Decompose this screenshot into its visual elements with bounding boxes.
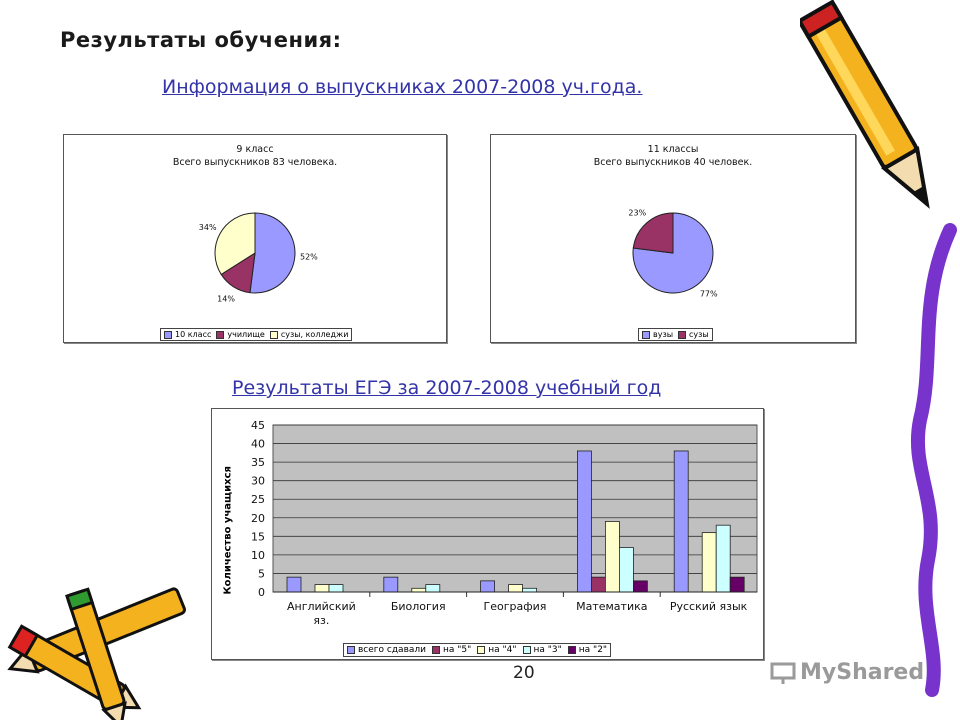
ege-bar-chart [211, 408, 764, 660]
bar [591, 577, 605, 592]
y-tick-label: 10 [251, 548, 265, 562]
legend-label: на "3" [533, 644, 562, 655]
x-category-label: Английский [286, 600, 356, 613]
watermark-text: MyShared [800, 660, 925, 685]
bar [426, 585, 440, 592]
y-tick-label: 15 [251, 530, 265, 544]
legend-swatch [568, 646, 576, 654]
bar-legend [343, 643, 611, 657]
x-category-label: Русский язык [669, 600, 748, 613]
legend-label: на "4" [488, 644, 517, 655]
legend-swatch [164, 331, 172, 339]
bar [605, 521, 619, 592]
page-number: 20 [513, 663, 535, 683]
pie2-title: 11 классы [647, 144, 699, 155]
legend-label: сузы [689, 330, 709, 339]
bar [577, 451, 591, 592]
presentation-icon [770, 661, 796, 685]
legend-swatch [432, 646, 440, 654]
bar [716, 525, 730, 592]
legend-swatch [642, 331, 650, 339]
pie1-title: 9 класс [236, 144, 274, 155]
y-tick-label: 0 [258, 586, 265, 599]
bar [384, 577, 398, 592]
legend-label: на "2" [578, 644, 608, 655]
bar [523, 588, 537, 592]
y-tick-label: 45 [251, 419, 265, 432]
bar [674, 451, 688, 592]
bar [315, 585, 329, 592]
legend-label: на "5" [443, 644, 472, 655]
pie-slice [250, 213, 295, 293]
legend-label: училище [227, 330, 265, 339]
decorative-pencils [0, 580, 200, 720]
watermark [770, 660, 924, 685]
pie-value-label: 23% [628, 208, 647, 218]
pie-value-label: 34% [198, 222, 217, 232]
bar [412, 588, 426, 592]
pie2-legend [638, 328, 713, 341]
y-tick-label: 35 [251, 456, 265, 470]
y-tick-label: 25 [251, 493, 265, 507]
bar [619, 547, 633, 592]
bar-chart-plot [212, 409, 763, 659]
pie-value-label: 77% [699, 289, 718, 299]
legend-label: вузы [653, 330, 674, 339]
legend-swatch [523, 646, 531, 654]
pie-slice [633, 213, 673, 253]
pie1-legend [160, 328, 352, 341]
legend-swatch [678, 331, 686, 339]
pie-value-label: 14% [217, 294, 235, 304]
x-category-label: яз. [313, 614, 330, 627]
pie2-subtitle: Всего выпускников 40 человек. [593, 157, 753, 168]
y-tick-label: 40 [251, 437, 265, 451]
bar [481, 581, 495, 592]
bar [287, 577, 301, 592]
bar [329, 585, 343, 592]
pie1-subtitle: Всего выпускников 83 человека. [172, 157, 338, 168]
legend-swatch [270, 331, 278, 339]
bar [702, 533, 716, 592]
legend-label: всего сдавали [358, 644, 426, 655]
y-tick-label: 20 [251, 511, 265, 525]
decorative-pencil-and-ribbon [800, 0, 960, 720]
legend-label: 10 класс [175, 330, 212, 339]
bar [633, 581, 647, 592]
bar [509, 585, 523, 592]
ege-subtitle-link[interactable]: Результаты ЕГЭ за 2007-2008 учебный год [232, 377, 662, 399]
legend-swatch [477, 646, 485, 654]
x-category-label: География [483, 600, 547, 613]
y-tick-label: 30 [251, 474, 265, 488]
x-category-label: Биология [390, 600, 446, 613]
bar [730, 577, 744, 592]
legend-swatch [347, 646, 355, 654]
graduates-subtitle-link[interactable]: Информация о выпускниках 2007-2008 уч.года. [162, 76, 643, 98]
pie1-plot [64, 135, 446, 342]
pie-value-label: 52% [300, 252, 318, 262]
legend-swatch [216, 331, 224, 339]
y-tick-label: 5 [258, 567, 265, 581]
page-heading: Результаты обучения: [60, 28, 342, 52]
legend-label: сузы, колледжи [280, 330, 349, 339]
pie-chart-9-class [63, 134, 447, 343]
x-category-label: Математика [576, 600, 648, 613]
y-axis-label: Количество учащихся [222, 466, 234, 595]
